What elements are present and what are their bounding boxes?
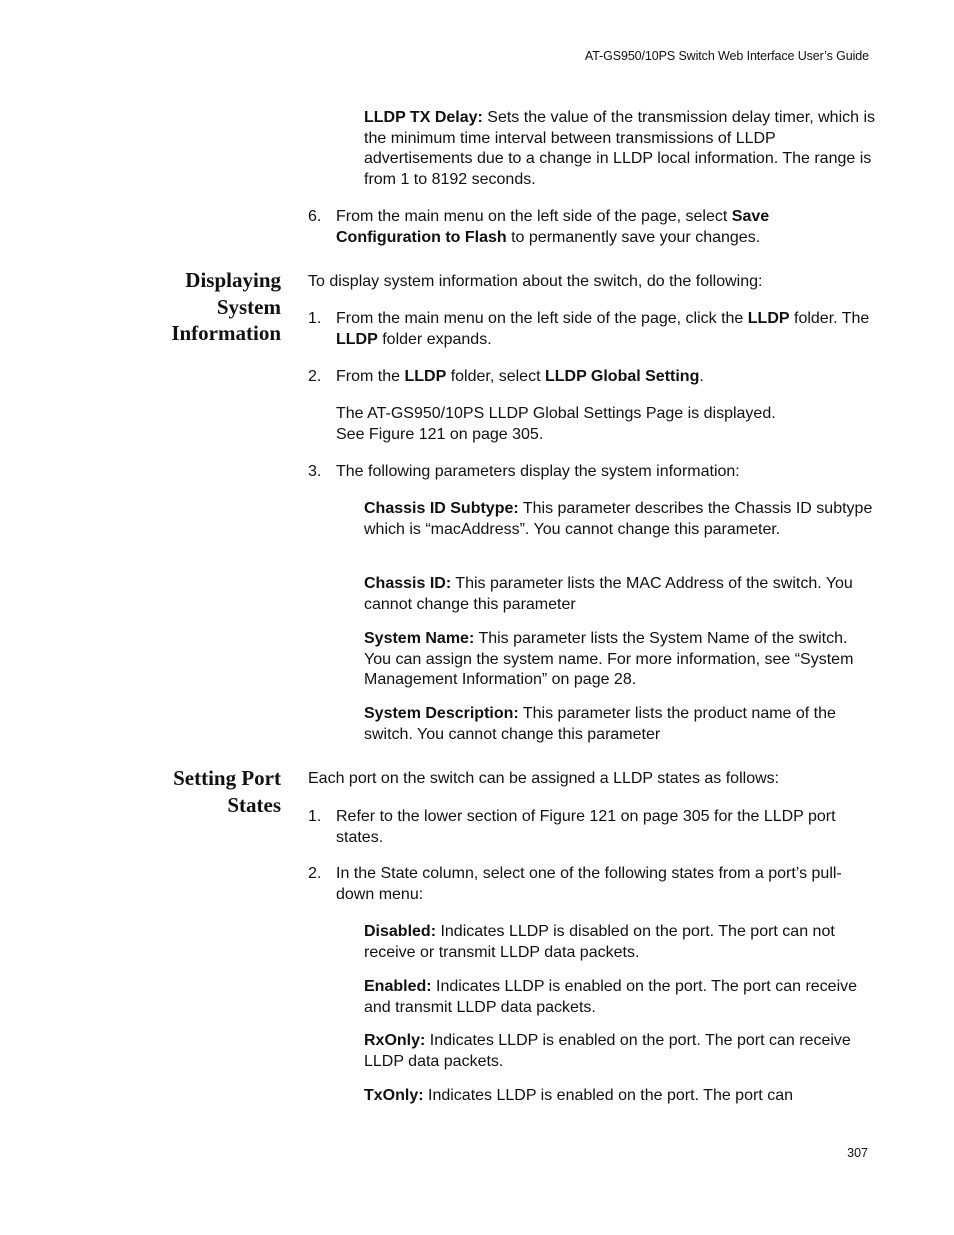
param-term: System Name: xyxy=(364,630,475,647)
step-number: 2. xyxy=(308,368,322,385)
section-intro: To display system information about the switch, do the following: xyxy=(308,273,763,290)
text-run: From the main menu on the left side of the page, click the xyxy=(336,310,748,327)
step-2-note xyxy=(336,404,876,445)
state-txonly xyxy=(364,1086,876,1107)
state-text: Indicates LLDP is enabled on the port. The port can xyxy=(423,1087,793,1104)
state-text: Indicates LLDP is disabled on the port. The port can not receive or transmit LLDP data packets. xyxy=(364,923,835,961)
state-term: RxOnly: xyxy=(364,1032,426,1049)
text-run: . xyxy=(699,368,704,385)
state-term: TxOnly: xyxy=(364,1087,424,1104)
menu-option: Save Configuration to Flash xyxy=(336,208,770,246)
folder-name: LLDP xyxy=(404,368,447,385)
step-number: 6. xyxy=(308,208,322,225)
step-number: 2. xyxy=(308,865,322,882)
step-number: 1. xyxy=(308,310,322,327)
step-text: Refer to the lower section of Figure 121 on page 305 for the LLDP port states. xyxy=(336,808,836,846)
text-run: folder, select xyxy=(446,368,545,385)
text-run: From the xyxy=(336,368,405,385)
param-system-description xyxy=(364,704,876,745)
step-text xyxy=(336,367,878,388)
param-term: LLDP TX Delay: xyxy=(364,109,483,126)
heading-line: Information xyxy=(171,321,281,345)
param-text: This parameter describes the Chassis ID subtype which is “macAddress”. You cannot change this parameter. xyxy=(364,500,873,538)
param-chassis-id xyxy=(364,574,876,615)
step-text: In the State column, select one of the following states from a port’s pull-down menu: xyxy=(336,865,842,903)
text-run: to permanently save your changes. xyxy=(506,228,761,246)
text-run: folder expands. xyxy=(377,330,492,348)
param-text: This parameter lists the product name of the switch. You cannot change this parameter xyxy=(364,705,836,743)
section-intro: Each port on the switch can be assigned a LLDP states as follows: xyxy=(308,770,780,787)
section-heading-setting-port-states xyxy=(130,765,281,818)
step-number: 1. xyxy=(308,808,322,825)
note-line: The AT-GS950/10PS LLDP Global Settings Page is displayed. xyxy=(336,405,776,422)
step-text: The following parameters display the system information: xyxy=(336,463,740,480)
step-text xyxy=(336,309,878,350)
step-2 xyxy=(308,367,878,388)
param-term: System Description: xyxy=(364,705,519,722)
state-enabled xyxy=(364,977,876,1018)
heading-line: System xyxy=(216,294,281,319)
state-term: Enabled: xyxy=(364,978,432,995)
step-number: 3. xyxy=(308,463,322,480)
step-3 xyxy=(308,462,878,483)
step-text xyxy=(336,207,878,248)
text-run: folder. The xyxy=(789,310,870,327)
state-disabled xyxy=(364,922,876,963)
param-system-name xyxy=(364,629,876,691)
running-header: AT-GS950/10PS Switch Web Interface User’s Guide xyxy=(584,49,869,63)
text-run: From the main menu on the left side of the page, select xyxy=(336,208,732,225)
step-1 xyxy=(308,309,878,350)
folder-name: LLDP xyxy=(747,310,790,327)
param-text: This parameter lists the MAC Address of the switch. You cannot change this parameter xyxy=(364,575,853,613)
param-text: This parameter lists the System Name of the switch. You can assign the system name. For more information, see “System Management Information” on page 28. xyxy=(364,630,854,688)
step-1 xyxy=(308,807,878,848)
heading-line: Setting Port xyxy=(173,766,281,790)
page-number: 307 xyxy=(847,1146,868,1160)
step-6 xyxy=(308,207,878,248)
param-text: Sets the value of the transmission delay timer, which is the minimum time interval between transmissions of LLDP advertisements due to a change in LLDP local information. The range is from 1 to 8192 seconds. xyxy=(364,109,876,188)
tx-delay-param xyxy=(364,108,876,190)
heading-line: Displaying xyxy=(185,268,281,292)
note-line: See Figure 121 on page 305. xyxy=(336,425,544,443)
step-2 xyxy=(308,864,878,905)
param-chassis-id-subtype xyxy=(364,499,876,540)
menu-option: LLDP Global Setting xyxy=(544,368,700,385)
state-rxonly xyxy=(364,1031,876,1072)
state-text: Indicates LLDP is enabled on the port. The port can receive and transmit LLDP data packets. xyxy=(364,978,858,1016)
folder-name: LLDP xyxy=(336,330,378,348)
param-term: Chassis ID: xyxy=(364,575,452,592)
state-text: Indicates LLDP is enabled on the port. The port can receive LLDP data packets. xyxy=(364,1032,851,1070)
param-term: Chassis ID Subtype: xyxy=(364,500,519,517)
section-heading-displaying-system-information xyxy=(130,267,281,347)
heading-line: States xyxy=(227,792,281,817)
state-term: Disabled: xyxy=(364,923,437,940)
